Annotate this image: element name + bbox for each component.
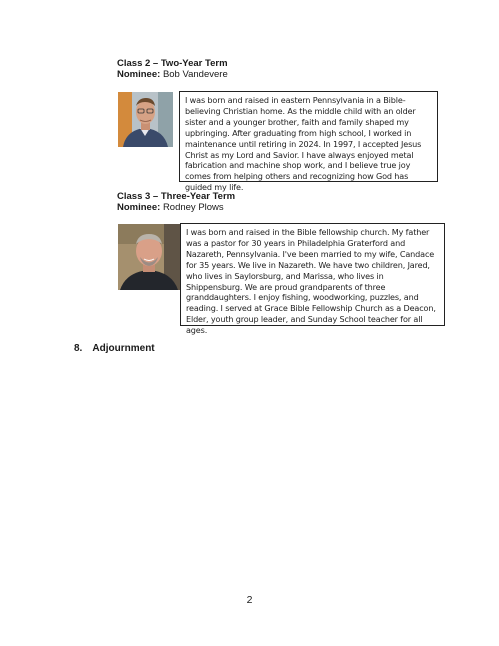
- rodney-plows-photo: [118, 224, 180, 290]
- class2-nominee: [117, 69, 228, 80]
- page-number: 2: [246, 594, 253, 606]
- class3-heading: Class 3 – Three-Year Term: [117, 191, 236, 202]
- section-title: Adjournment: [92, 343, 155, 354]
- class2-heading: Class 2 – Two-Year Term: [117, 58, 228, 69]
- nominee-label: Nominee:: [117, 69, 161, 80]
- nominee-label: Nominee:: [117, 202, 161, 213]
- section-8-adjournment: [74, 343, 155, 354]
- class3-nominee: [117, 202, 224, 213]
- class2-bio: I was born and raised in eastern Pennsylvania in a Bible-believing Christian home. As the middle child with an older sister and a younger brother, faith and family shaped my upbringing. After graduating from high school, I worked in maintenance until retiring in 2024. In 1997, I accepted Jesus Christ as my Lord and Savior. I have always enjoyed metal fabrication and machine shop work, and I believe true joy comes from helping others and recognizing how God has guided my life.: [179, 91, 438, 182]
- class3-bio: I was born and raised in the Bible fellowship church. My father was a pastor for 30 years in Philadelphia Graterford and Nazareth, Pennsylvania. I've been married to my wife, Candace for 35 years. We live in Nazareth. We have two children, Jared, who lives in Saylorsburg, and Marissa, who lives in Shippensburg. We are proud grandparents of three granddaughters. I enjoy fishing, woodworking, puzzles, and reading. I served at Grace Bible Fellowship Church as a Deacon, Elder, youth group leader, and Sunday School teacher for all ages.: [180, 223, 445, 326]
- nominee-name: Rodney Plows: [162, 202, 224, 213]
- nominee-name: Bob Vandevere: [162, 69, 228, 80]
- section-number: 8.: [74, 343, 83, 354]
- bob-vandevere-photo: [118, 92, 173, 147]
